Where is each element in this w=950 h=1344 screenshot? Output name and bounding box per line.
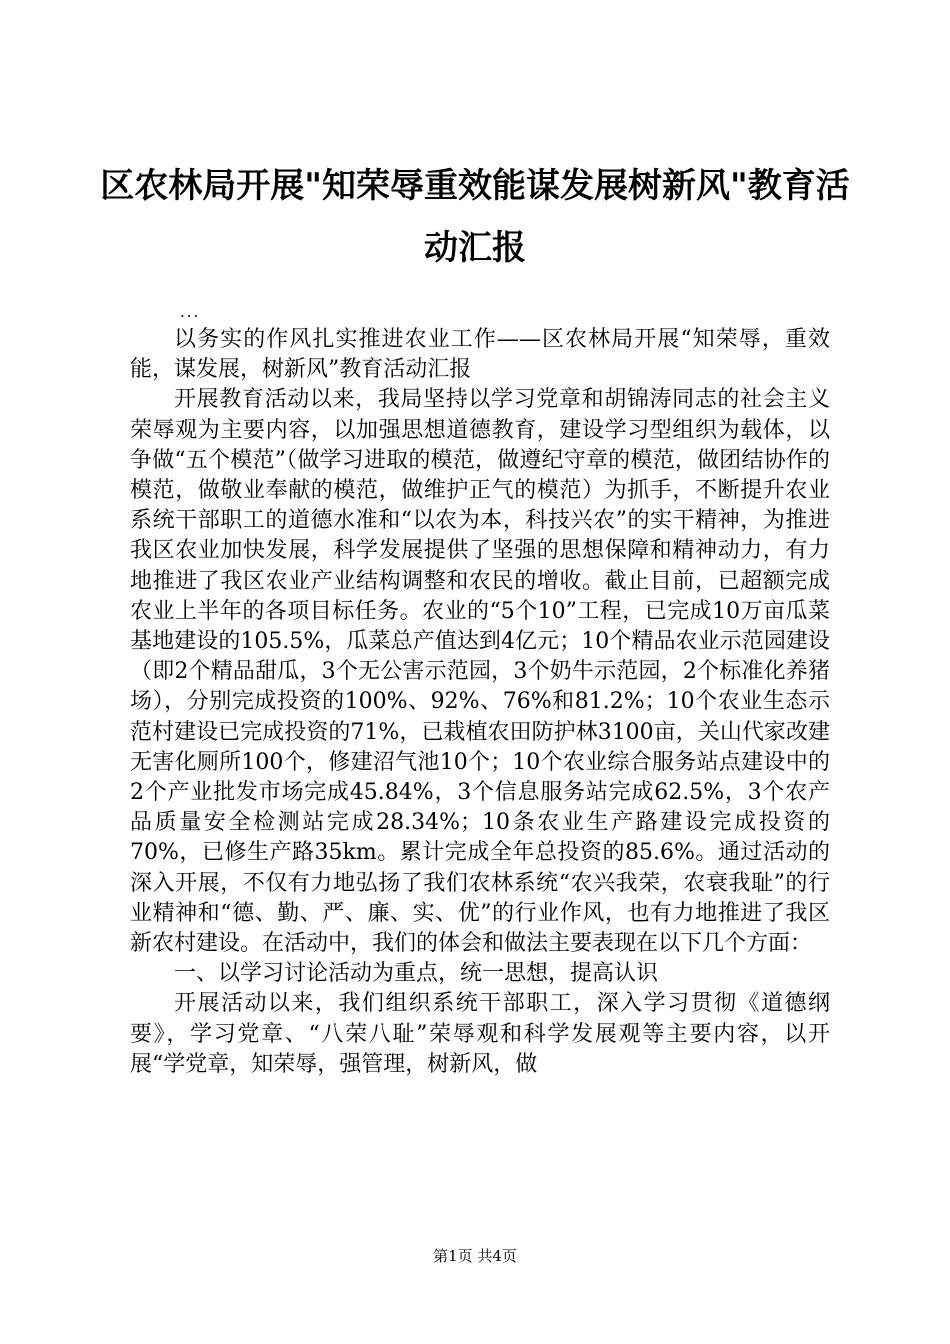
document-body xyxy=(130,325,830,1080)
body-paragraph: 开展活动以来，我们组织系统干部职工，深入学习贯彻《道德纲要》，学习党章、“八荣八耻”荣辱观和科学发展观等主要内容，以开展“学党章，知荣辱，强管理，树新风，做 xyxy=(130,991,830,1077)
page-number-footer: 第1页 共4页 xyxy=(433,1247,517,1265)
document-title: 区农林局开展"知荣辱重效能谋发展树新风"教育活动汇报 xyxy=(100,166,850,268)
body-paragraph: 开展教育活动以来，我局坚持以学习党章和胡锦涛同志的社会主义荣辱观为主要内容，以加强思想道德教育，建设学习型组织为载体，以争做“五个模范”（做学习进取的模范，做遵纪守章的模范，做团结协作的模范，做敬业奉献的模范，做维护正气的模范）为抓手，不断提升农业系统干部职工的道德水准和“以农为本，科技兴农”的实干精神，为推进我区农业加快发展，科学发展提供了坚强的思想保障和精神动力，有力地推进了我区农业产业结构调整和农民的增收。截止目前，已超额完成农业上半年的各项目标任务。农业的“5个10”工程，已完成10万亩瓜菜基地建设的105.5%，瓜菜总产值达到4亿元；10个精品农业示范园建设（即2个精品甜瓜，3个无公害示范园，3个奶牛示范园，2个标准化养猪场），分别完成投资的100%、92%、76%和81.2%；10个农业生态示范村建设已完成投资的71%，已栽植农田防护林3100亩，关山代家改建无害化厕所100个，修建沼气池10个；10个农业综合服务站点建设中的2个产业批发市场完成45.84%，3个信息服务站完成62.5%，3个农产品质量安全检测站完成28.34%；10条农业生产路建设完成投资的70%，已修生产路35km。累计完成全年总投资的85.6%。通过活动的深入开展，不仅有力地弘扬了我们农林系统“农兴我荣，农衰我耻”的行业精神和“德、勤、严、廉、实、优”的行业作风，也有力地推进了我区新农村建设。在活动中，我们的体会和做法主要表现在以下几个方面： xyxy=(130,387,830,957)
ellipsis-mark: ... xyxy=(180,303,201,321)
subtitle-paragraph: 以务实的作风扎实推进农业工作——区农林局开展“知荣辱，重效能，谋发展，树新风”教育活动汇报 xyxy=(130,327,830,383)
section-heading: 一、以学习讨论活动为重点，统一思想，提高认识 xyxy=(174,961,659,987)
